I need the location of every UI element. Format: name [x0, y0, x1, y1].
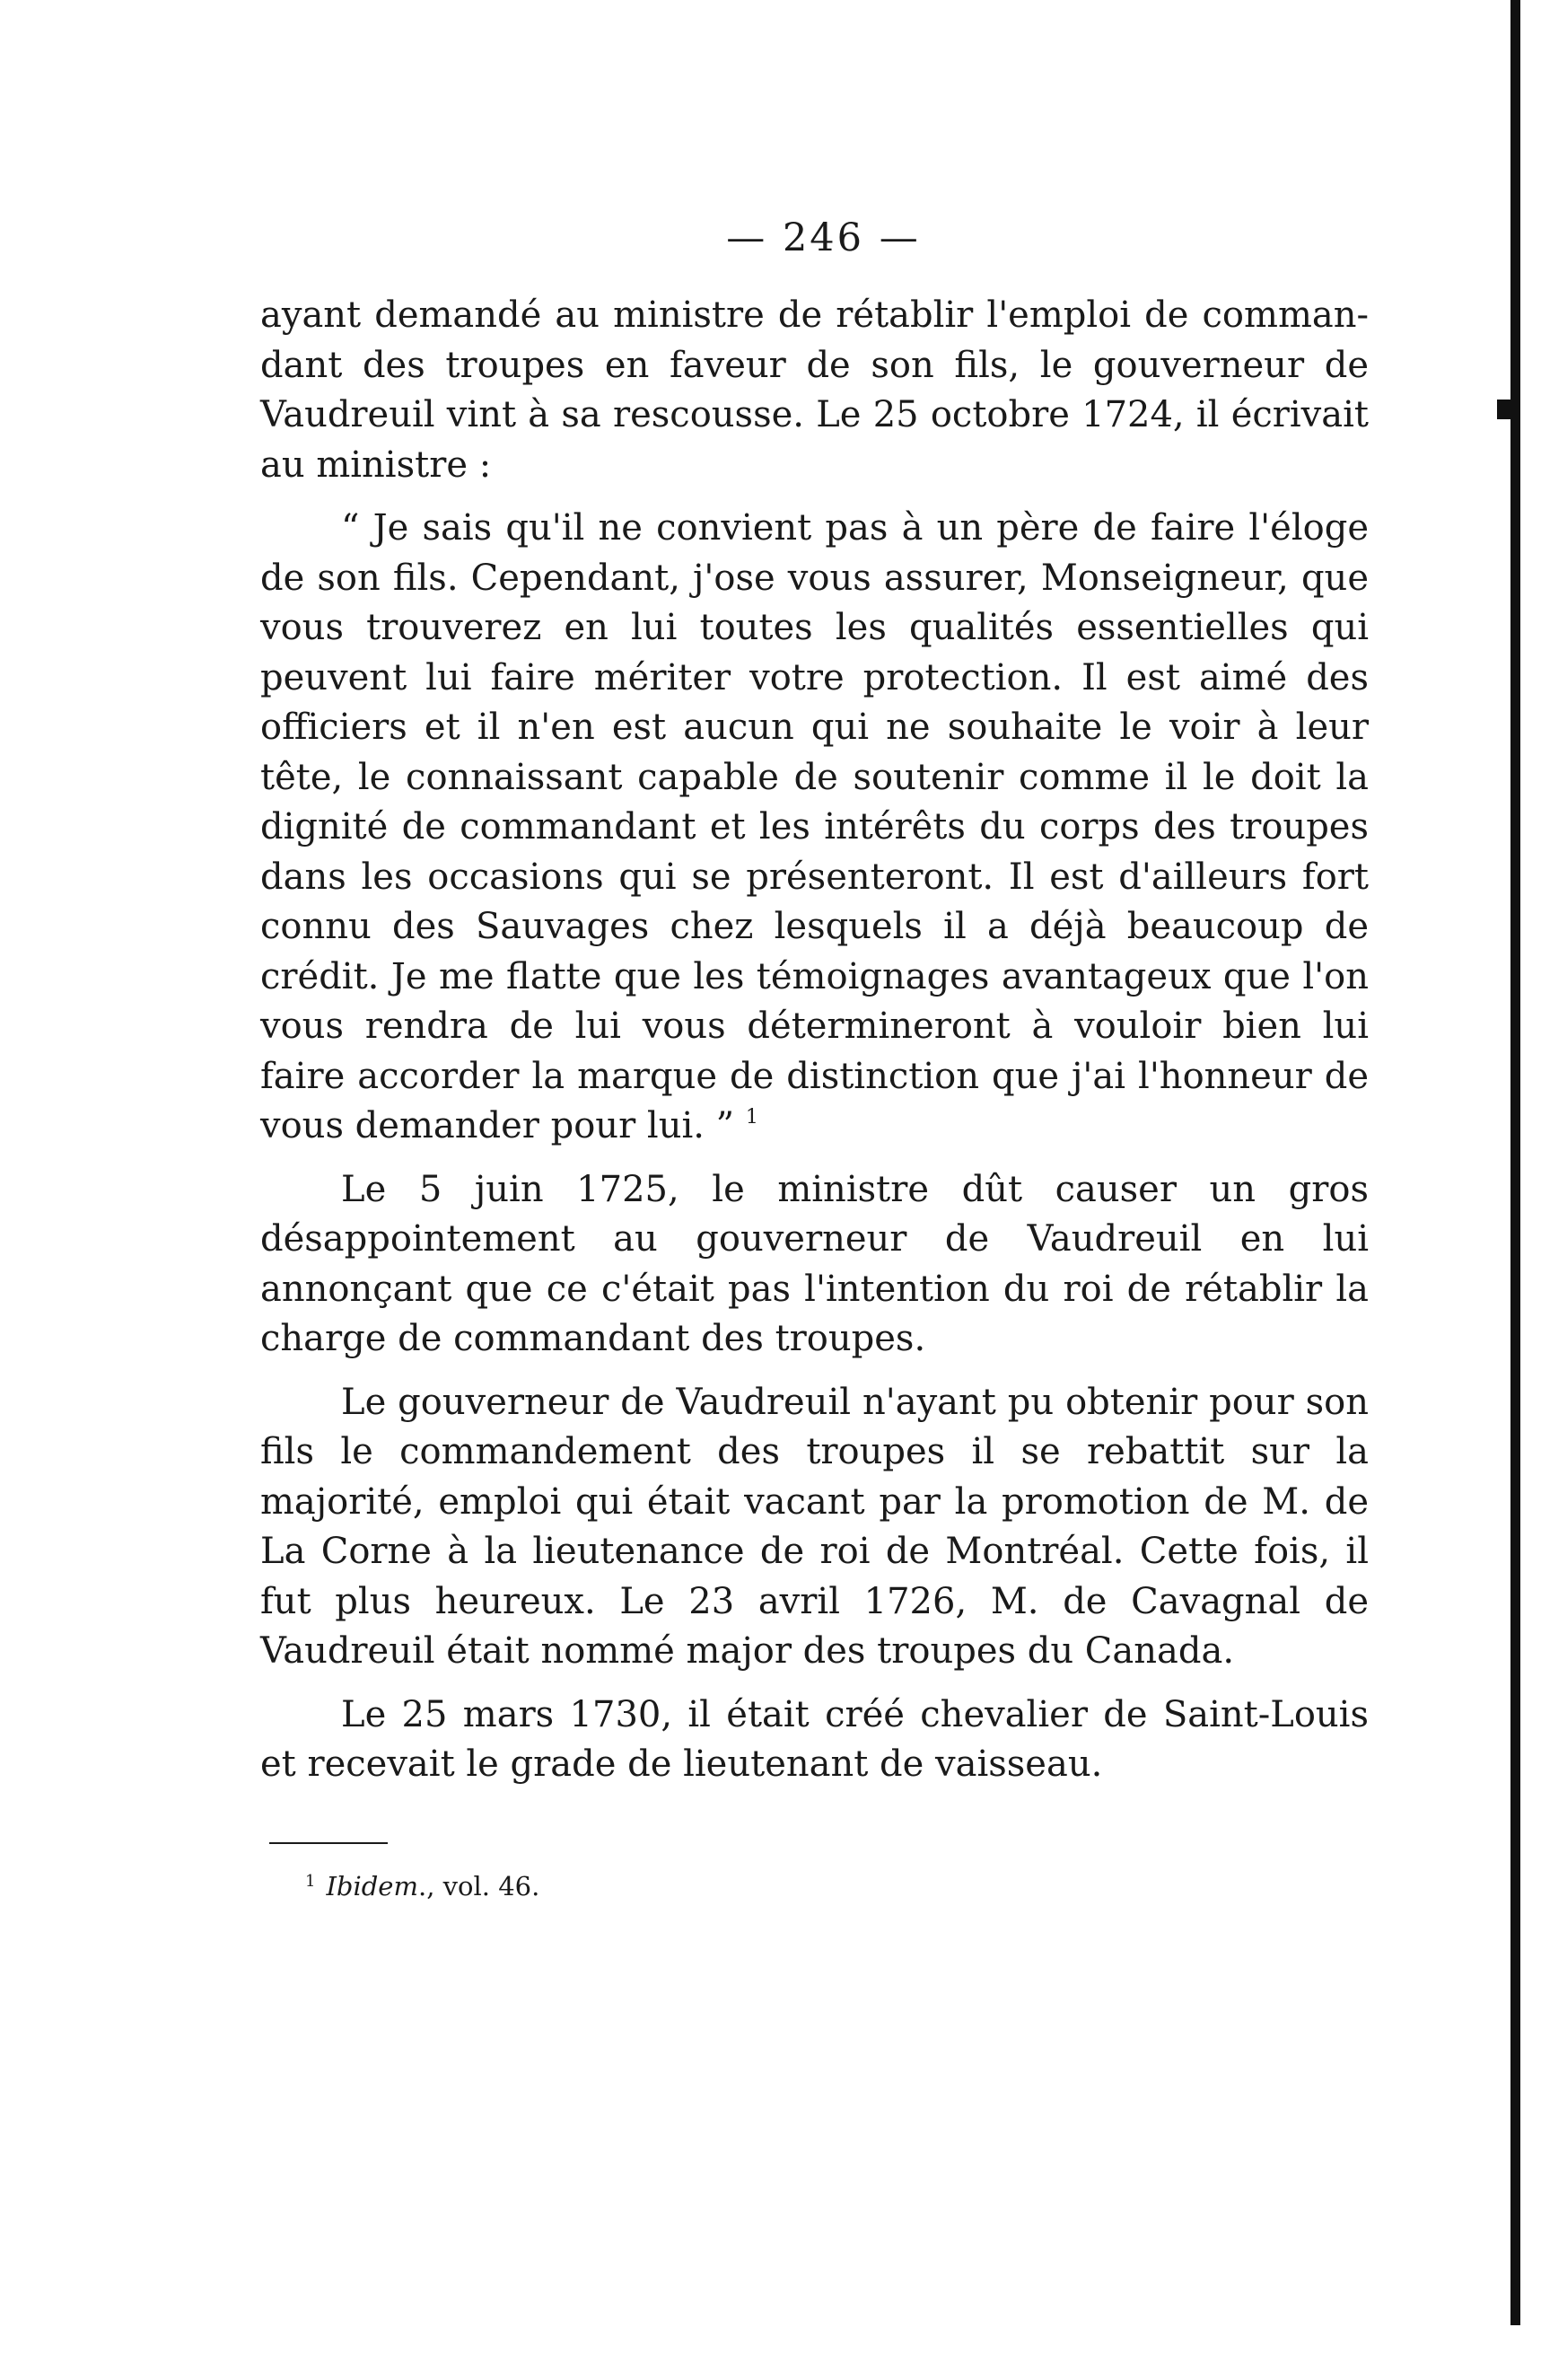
quote-text: “ Je sais qu'il ne convient pas à un père de faire l'éloge de son fils. Cependant, j'ose vous assurer, Monseigneur, que vous trouverez en lui toutes les qualités essentielles qui peuvent lui faire mériter votre protection. Il est aimé des officiers et il n'en est aucun qui ne souhaite le voir à leur tête, le connaissant capable de soutenir comme il le doit la dignité de commandant et les intérêts du corps des troupes dans les occasions qui se présenteront. Il est d'ailleurs fort connu des Sauvages chez lesquels il a déjà beaucoup de crédit. Je me flatte que les témoignages avantageux que l'on vous rendra de lui vous détermineront à vouloir bien lui faire accorder la marque de distinction que j'ai l'honneur de vous demander pour lui. ”: [260, 507, 1369, 1146]
paragraph-1: ayant demandé au ministre de rétablir l'emploi de commandant des troupes en faveur de son fils, le gouverneur de Vaudreuil vint à sa rescousse. Le 25 octobre 1724, il écrivait au ministre :: [260, 294, 1369, 486]
footnote-mark: 1: [305, 1871, 316, 1891]
paragraph-3: Le 5 juin 1725, le ministre dût causer un gros désappointement au gouverneur de Vaudreuil en lui annonçant que ce c'était pas l'intention du roi de rétablir la charge de commandant des troupes.: [260, 1168, 1369, 1359]
quote-paragraph: [260, 504, 1369, 1152]
book-page: [260, 215, 1369, 1904]
footnote-source: Ibidem: [326, 1870, 418, 1901]
footnote-detail: ., vol. 46.: [417, 1870, 540, 1901]
footnote: [305, 1864, 1369, 1904]
paragraph-4: Le gouverneur de Vaudreuil n'ayant pu obtenir pour son fils le commandement des troupes il se rebattit sur la majorité, emploi qui était vacant par la promotion de M. de La Corne à la lieutenance de roi de Montréal. Cette fois, il fut plus heureux. Le 23 avril 1726, M. de Cavagnal de Vaudreuil était nommé major des troupes du Canada.: [260, 1381, 1369, 1672]
scan-edge-notch: [1497, 400, 1510, 419]
footnote-reference: 1: [745, 1106, 758, 1129]
scan-edge-bar: [1510, 0, 1520, 2325]
footnote-divider: [269, 1842, 388, 1844]
page-number: — 246 —: [726, 215, 921, 260]
paragraph-5: Le 25 mars 1730, il était créé chevalier de Saint-Louis et recevait le grade de lieutenant de vaisseau.: [260, 1693, 1369, 1785]
